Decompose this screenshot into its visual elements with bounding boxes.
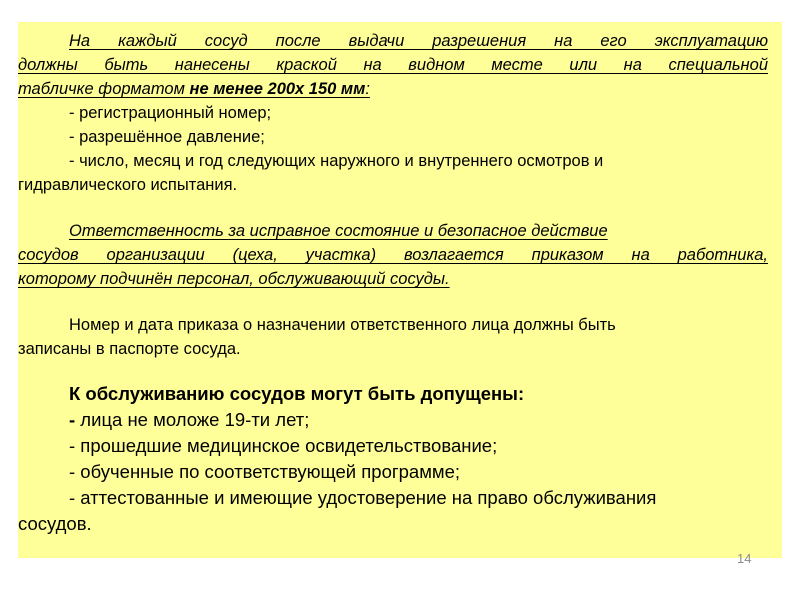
slide-number: 14 (737, 551, 752, 566)
block4-item-4: - аттестованные и имеющие удостоверение на право обслуживания (69, 487, 657, 508)
block1-line2: должны быть нанесены краской на видном месте или на специальной (18, 56, 768, 74)
block2-line2: сосудов организации (цеха, участка) возлагается приказом на работника, (18, 246, 768, 264)
block1-item-3-cont: гидравлического испытания. (18, 176, 238, 194)
block4-item-2: - прошедшие медицинское освидетельствование; (69, 435, 498, 456)
block1-line3-bold: не менее 200х 150 мм (189, 80, 366, 98)
block1-line1: На каждый сосуд после выдачи разрешения на его эксплуатацию (69, 32, 768, 50)
block4-item-1 (69, 407, 768, 433)
block1-line3 (18, 77, 768, 101)
block4-item-1-text: лица не моложе 19-ти лет; (75, 409, 310, 430)
spacer (69, 361, 768, 381)
block4-item-4-cont: сосудов. (18, 513, 92, 534)
spacer (69, 291, 768, 313)
block4-item-3: - обученные по соответствующей программе; (69, 461, 461, 482)
block1-item-1: - регистрационный номер; (69, 104, 272, 122)
block4-item-1-dash: - (69, 409, 76, 430)
block3-line2: записаны в паспорте сосуда. (18, 340, 241, 358)
block2-line3: которому подчинён персонал, обслуживающий сосуды. (18, 270, 450, 288)
block1-line3-a: табличке форматом (18, 80, 190, 98)
slide-content-box (18, 22, 782, 558)
block2-line1: Ответственность за исправное состояние и безопасное действие (69, 222, 608, 240)
block3-line1: Номер и дата приказа о назначении ответственного лица должны быть (69, 316, 616, 334)
block1-item-3: - число, месяц и год следующих наружного и внутреннего осмотров и (69, 152, 604, 170)
block1-item-2: - разрешённое давление; (69, 128, 265, 146)
block4-heading: К обслуживанию сосудов могут быть допущены: (69, 383, 525, 404)
spacer (69, 197, 768, 219)
block1-line3-colon: : (365, 80, 370, 98)
